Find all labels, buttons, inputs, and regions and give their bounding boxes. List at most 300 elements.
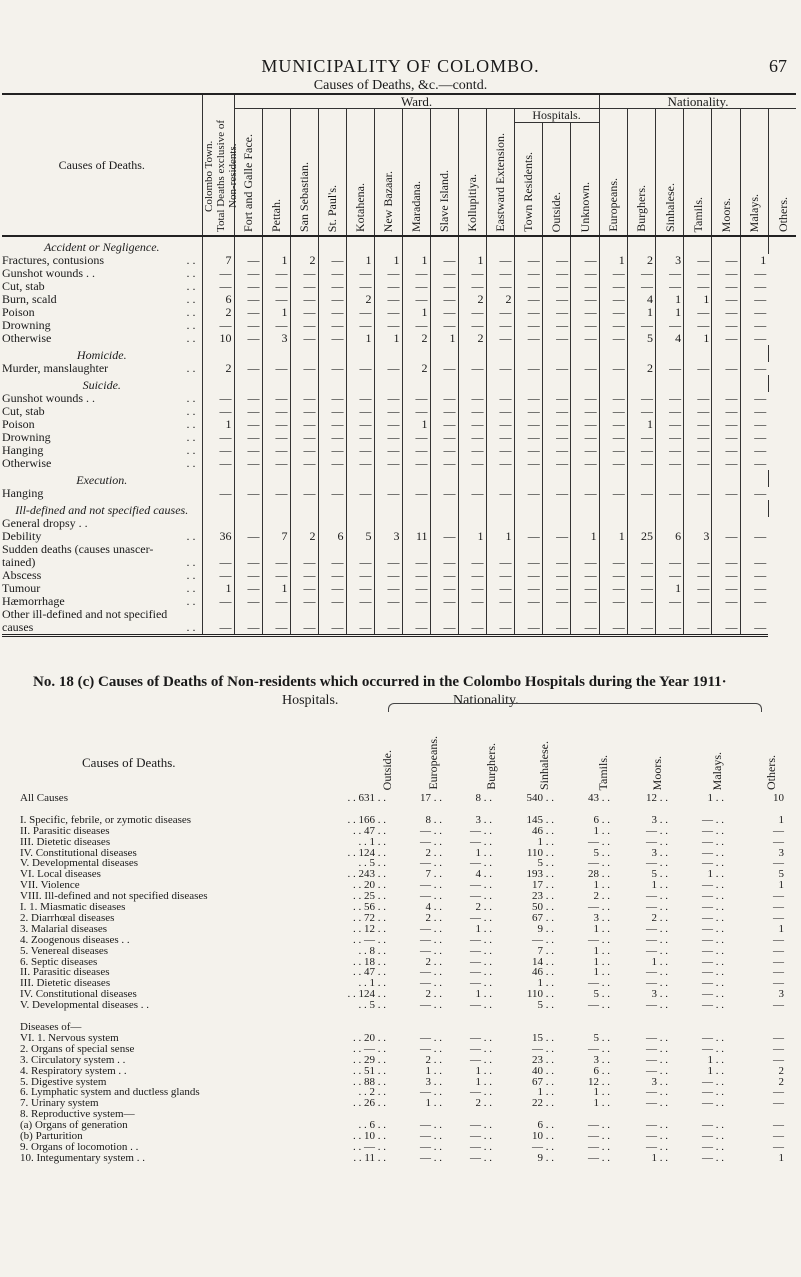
count-cell: — — [599, 487, 627, 500]
count-cell: — — [202, 569, 234, 582]
empty-cell — [290, 500, 318, 517]
empty-cell — [430, 375, 458, 392]
count-cell: — — [571, 392, 599, 405]
non-resident-causes-table — [20, 793, 790, 1164]
count-cell: — — [655, 392, 683, 405]
table2-count-cell: — . . — [470, 933, 492, 946]
table2-count-cell: 193 . . — [526, 868, 554, 881]
count-cell: — — [542, 332, 570, 345]
count-cell: — — [374, 621, 402, 636]
table2-count-cell: — . . — [470, 1130, 492, 1143]
count-cell: — — [712, 569, 740, 582]
count-cell: — — [262, 405, 290, 418]
table2-count-cell: — . . — [646, 1042, 668, 1055]
table2-count-cell: — . . — [646, 1097, 668, 1110]
nationality-col-header — [712, 109, 740, 237]
count-cell: — — [740, 621, 768, 636]
count-cell: — — [486, 621, 514, 636]
count-cell: — — [346, 582, 374, 595]
count-cell: — — [514, 582, 542, 595]
table2-count-cell: — . . — [702, 901, 724, 914]
empty-cell — [655, 236, 683, 254]
table2-count-cell: 10 — [773, 792, 784, 804]
table2-count-cell: 8 . . — [425, 813, 442, 826]
count-cell: — — [627, 595, 655, 608]
table2-count-cell — [674, 1011, 730, 1022]
count-cell: 1 — [262, 306, 290, 319]
table2-count-cell: 1 . . — [593, 879, 610, 892]
count-cell: — — [318, 319, 346, 332]
count-cell: — — [430, 280, 458, 293]
count-cell: — — [374, 293, 402, 306]
table2-count-cell: — — [773, 944, 784, 957]
table2-count-cell: — . . — [420, 933, 442, 946]
empty-cell — [402, 375, 430, 392]
leader-dots: . . — [186, 594, 196, 608]
count-cell: — — [684, 621, 712, 636]
ward-col-label: Pettah. — [269, 199, 283, 232]
table2-cause-label: V. Developmental diseases . . — [20, 999, 150, 1012]
count-cell: — — [599, 444, 627, 457]
table2-count-cell: 2 . . — [425, 911, 442, 924]
count-cell: — — [374, 405, 402, 418]
count-cell: — — [346, 444, 374, 457]
table2-count-cell: 2 — [778, 1075, 784, 1088]
count-cell: — — [514, 444, 542, 457]
count-cell: — — [712, 431, 740, 444]
count-cell: — — [290, 319, 318, 332]
table2-cause-label: III. Dietetic diseases — [20, 977, 111, 990]
count-cell: — — [712, 444, 740, 457]
page-title: MUNICIPALITY OF COLOMBO. — [261, 56, 540, 76]
table2-count-cell: — . . — [702, 1119, 724, 1132]
count-cell: — — [571, 621, 599, 636]
empty-cell — [655, 345, 683, 362]
cause-label-text: Cut, stab — [2, 279, 45, 293]
table2-count-cell: 9 . . — [537, 922, 554, 935]
count-cell: — — [262, 444, 290, 457]
count-cell: — — [514, 556, 542, 569]
table-row — [2, 487, 796, 500]
table2-count-cell: — . . — [702, 1042, 724, 1055]
table2-count-cell: — . . — [588, 1140, 610, 1153]
empty-cell — [234, 375, 262, 392]
count-cell: — — [740, 392, 768, 405]
cause-label-text: Otherwise — [2, 331, 52, 345]
table2-count-cell — [392, 1011, 448, 1022]
nationality-col-header — [627, 109, 655, 237]
table2-count-cell: . . 5 . . — [358, 857, 386, 870]
nationality-col-label: Tamils. — [690, 196, 705, 232]
count-cell: — — [290, 267, 318, 280]
count-cell: — — [318, 293, 346, 306]
count-cell: — — [740, 431, 768, 444]
table2-count-cell: 1 . . — [425, 1064, 442, 1077]
count-cell: — — [655, 487, 683, 500]
nationality-group-header: Nationality. — [599, 94, 796, 109]
empty-cell — [430, 236, 458, 254]
empty-cell — [430, 470, 458, 487]
table2-count-cell: . . 1 . . — [358, 835, 386, 848]
count-cell: — — [740, 332, 768, 345]
count-cell: — — [684, 267, 712, 280]
count-cell: — — [655, 418, 683, 431]
count-cell: — — [599, 306, 627, 319]
empty-cell — [374, 500, 402, 517]
empty-cell — [627, 236, 655, 254]
table2-count-cell: — . . — [702, 1097, 724, 1110]
empty-cell — [318, 470, 346, 487]
empty-cell — [374, 375, 402, 392]
causes-by-ward-table — [2, 93, 796, 637]
count-cell: — — [458, 267, 486, 280]
table2-count-cell: — . . — [532, 1140, 554, 1153]
table2-count-cell: 2 . . — [475, 901, 492, 914]
table2-count-cell: . . — . . — [353, 1140, 386, 1153]
count-cell: — — [346, 418, 374, 431]
table2-count-cell: — . . — [702, 824, 724, 837]
cause-label-text: Drowning — [2, 430, 51, 444]
count-cell: — — [599, 582, 627, 595]
table2-count-cell: — . . — [646, 835, 668, 848]
count-cell: — — [234, 569, 262, 582]
count-cell: — — [599, 293, 627, 306]
table2-count-cell: 17 . . — [420, 792, 442, 804]
table2-count-cell: 3 — [778, 988, 784, 1001]
count-cell: — — [234, 306, 262, 319]
cause-label-text: Gunshot wounds . . — [2, 391, 96, 405]
table2-count-cell: — . . — [702, 846, 724, 859]
empty-cell — [318, 345, 346, 362]
table2-cause-label: (a) Organs of generation — [20, 1119, 128, 1132]
cause-label-text: Poison — [2, 305, 35, 319]
count-cell: — — [712, 267, 740, 280]
empty-cell — [402, 236, 430, 254]
empty-cell — [571, 500, 599, 517]
table2-row — [20, 1109, 790, 1120]
count-cell: 1 — [402, 306, 430, 319]
table2-count-cell: . . 56 . . — [353, 901, 386, 914]
count-cell: — — [571, 280, 599, 293]
table2-count-cell: — — [773, 1053, 784, 1066]
count-cell: — — [430, 267, 458, 280]
count-cell: 1 — [684, 332, 712, 345]
count-cell: 2 — [458, 332, 486, 345]
count-cell: — — [346, 595, 374, 608]
count-cell: — — [402, 392, 430, 405]
table2-count-cell: — . . — [420, 824, 442, 837]
count-cell: — — [655, 267, 683, 280]
count-cell: — — [542, 444, 570, 457]
count-cell: — — [346, 556, 374, 569]
table2-cause-label: 4. Zoogenous diseases . . — [20, 933, 130, 946]
count-cell: — — [318, 457, 346, 470]
table2-count-cell: 28 . . — [588, 868, 610, 881]
leader-dots: . . — [186, 529, 196, 543]
nationality-col-label: Burghers. — [634, 185, 649, 232]
table2-cause-label: II. Parasitic diseases — [20, 966, 110, 979]
count-cell: — — [430, 487, 458, 500]
empty-cell — [514, 345, 542, 362]
count-cell: — — [374, 392, 402, 405]
count-cell: — — [318, 621, 346, 636]
table2-count-cell: 5 . . — [651, 868, 668, 881]
cause-label-text: Fractures, contusions — [2, 253, 104, 267]
table2-count-cell: 1 — [778, 813, 784, 826]
leader-dots: . . — [186, 443, 196, 457]
table2-count-cell: — . . — [420, 1042, 442, 1055]
empty-cell — [346, 375, 374, 392]
table2-count-cell: — . . — [646, 977, 668, 990]
cause-label-text: Murder, manslaughter — [2, 361, 109, 375]
count-cell: 2 — [346, 293, 374, 306]
count-cell: — — [290, 280, 318, 293]
table2-cause-label: 3. Malarial diseases — [20, 922, 108, 935]
count-cell: — — [458, 569, 486, 582]
table2-cause-label: Diseases of— — [20, 1021, 82, 1033]
count-cell: — — [374, 457, 402, 470]
empty-cell — [374, 236, 402, 254]
count-cell: — — [346, 457, 374, 470]
count-cell: — — [712, 319, 740, 332]
table2-cause-label: VI. 1. Nervous system — [20, 1031, 119, 1044]
table2-count-cell: 3 . . — [475, 813, 492, 826]
count-cell: — — [346, 431, 374, 444]
table2-count-cell: 14 . . — [532, 955, 554, 968]
table2-count-cell: — — [773, 966, 784, 979]
table2-count-cell: 67 . . — [532, 1075, 554, 1088]
table-row — [2, 621, 796, 636]
table2-count-cell: . . 1 . . — [358, 977, 386, 990]
table2-cause-label: 5. Venereal diseases — [20, 944, 109, 957]
count-cell: — — [542, 280, 570, 293]
leader-dots: . . — [186, 279, 196, 293]
count-cell: — — [346, 280, 374, 293]
count-cell: — — [740, 306, 768, 319]
count-cell: — — [290, 582, 318, 595]
table2-count-cell: 1 . . — [707, 868, 724, 881]
table2-count-cell: — . . — [702, 933, 724, 946]
count-cell: — — [346, 267, 374, 280]
table2-count-cell: 1 . . — [537, 1086, 554, 1099]
count-cell: — — [655, 431, 683, 444]
table2-count-cell: . . 88 . . — [353, 1075, 386, 1088]
count-cell: — — [542, 306, 570, 319]
count-cell: — — [202, 457, 234, 470]
table2-count-cell: — . . — [420, 999, 442, 1012]
section-label: Execution. — [76, 473, 128, 487]
table2-row — [20, 1098, 790, 1109]
count-cell: — — [542, 457, 570, 470]
table2-count-cell: . . 10 . . — [353, 1130, 386, 1143]
table2-cause-label: VII. Violence — [20, 879, 80, 892]
count-cell: — — [599, 267, 627, 280]
count-cell: — — [262, 362, 290, 375]
table2-count-cell: 5 . . — [537, 999, 554, 1012]
count-cell: — — [486, 457, 514, 470]
count-cell: — — [234, 444, 262, 457]
table2-row — [20, 913, 790, 924]
count-cell: — — [262, 457, 290, 470]
count-cell: 1 — [655, 306, 683, 319]
empty-cell — [402, 500, 430, 517]
table2-count-cell: — . . — [646, 944, 668, 957]
table2-cause-label: IV. Constitutional diseases — [20, 988, 137, 1001]
table2-count-cell: — — [773, 977, 784, 990]
cause-label-text: Poison — [2, 417, 35, 431]
count-cell: — — [514, 621, 542, 636]
count-cell: — — [712, 293, 740, 306]
table2-count-cell: — . . — [702, 1086, 724, 1099]
count-cell: — — [740, 457, 768, 470]
cause-label-text: Gunshot wounds . . — [2, 266, 96, 280]
table2-col-label: Others. — [764, 755, 778, 790]
table2-count-cell: — . . — [702, 1075, 724, 1088]
count-cell: — — [346, 621, 374, 636]
count-cell: — — [262, 280, 290, 293]
table2-cause-header: Causes of Deaths. — [82, 755, 176, 770]
count-cell: — — [712, 392, 740, 405]
table2-count-cell: . . 5 . . — [358, 999, 386, 1012]
leader-dots: . . — [186, 404, 196, 418]
count-cell: — — [599, 405, 627, 418]
table2-count-cell: — — [773, 1031, 784, 1044]
table2-count-cell: 1 — [778, 922, 784, 935]
count-cell: — — [514, 530, 542, 543]
count-cell: 2 — [402, 332, 430, 345]
ward-col-header — [402, 109, 430, 237]
hospital-col-label: Unknown. — [577, 181, 592, 232]
count-cell: — — [430, 556, 458, 569]
table2-count-cell: — — [773, 1086, 784, 1099]
cause-label — [2, 621, 202, 636]
empty-cell — [655, 500, 683, 517]
count-cell: — — [655, 362, 683, 375]
count-cell: — — [514, 306, 542, 319]
empty-cell — [768, 375, 796, 392]
count-cell: — — [542, 418, 570, 431]
count-cell: — — [514, 254, 542, 267]
count-cell: 1 — [684, 293, 712, 306]
count-cell: — — [627, 556, 655, 569]
count-cell: 2 — [486, 293, 514, 306]
count-cell: — — [262, 569, 290, 582]
table2-count-cell: — . . — [420, 1151, 442, 1164]
table2-count-cell: 22 . . — [532, 1097, 554, 1110]
count-cell: — — [318, 582, 346, 595]
table2-count-cell: — . . — [470, 879, 492, 892]
count-cell: — — [655, 595, 683, 608]
count-cell: — — [486, 431, 514, 444]
count-cell: — — [430, 621, 458, 636]
count-cell: — — [318, 569, 346, 582]
table2-col-header — [426, 712, 441, 790]
table2-count-cell: 1 — [778, 879, 784, 892]
count-cell: — — [318, 487, 346, 500]
count-cell: — — [262, 487, 290, 500]
table2-count-cell: — . . — [470, 835, 492, 848]
count-cell: — — [684, 319, 712, 332]
count-cell: — — [571, 431, 599, 444]
table2-count-cell: 5 . . — [593, 988, 610, 1001]
count-cell: — — [374, 267, 402, 280]
table2-count-cell: — — [773, 857, 784, 870]
table2-count-cell: . . 124 . . — [347, 846, 386, 859]
table2-count-cell: 1 . . — [537, 977, 554, 990]
table2-count-cell: — . . — [646, 824, 668, 837]
table2-count-cell: . . 29 . . — [353, 1053, 386, 1066]
count-cell: — — [486, 405, 514, 418]
table2-count-cell: 1 . . — [593, 1086, 610, 1099]
table2-count-cell: — . . — [420, 879, 442, 892]
empty-cell — [430, 500, 458, 517]
count-cell: — — [599, 280, 627, 293]
table2-count-cell: — . . — [702, 1151, 724, 1164]
count-cell: — — [514, 267, 542, 280]
count-cell: 7 — [262, 530, 290, 543]
table2-cause-label: III. Dietetic diseases — [20, 835, 111, 848]
empty-cell — [486, 470, 514, 487]
count-cell: — — [486, 319, 514, 332]
count-cell: — — [627, 487, 655, 500]
count-cell: 2 — [290, 530, 318, 543]
table2-count-cell — [448, 1011, 498, 1022]
table2-row — [20, 1022, 790, 1033]
table2-col-header — [484, 712, 499, 790]
table2-count-cell: . . 25 . . — [353, 890, 386, 903]
count-cell: 7 — [202, 254, 234, 267]
count-cell: — — [599, 621, 627, 636]
count-cell: — — [571, 582, 599, 595]
empty-cell — [627, 470, 655, 487]
count-cell: — — [202, 319, 234, 332]
table2-count-cell: . . 2 . . — [358, 1086, 386, 1099]
count-cell: — — [262, 293, 290, 306]
leader-dots: . . — [186, 417, 196, 431]
table2-count-cell: — . . — [420, 1119, 442, 1132]
count-cell: — — [290, 621, 318, 636]
count-cell: — — [571, 556, 599, 569]
table2-count-cell: 3 . . — [593, 1053, 610, 1066]
section-spacer — [202, 375, 234, 392]
table2-count-cell: 1 . . — [593, 955, 610, 968]
table2-count-cell: — — [773, 911, 784, 924]
table2-count-cell: 1 . . — [475, 1064, 492, 1077]
table2-count-cell: — . . — [420, 977, 442, 990]
count-cell: — — [458, 621, 486, 636]
count-cell: 1 — [458, 254, 486, 267]
empty-cell — [262, 345, 290, 362]
empty-cell — [290, 470, 318, 487]
count-cell: — — [234, 595, 262, 608]
count-cell: — — [514, 332, 542, 345]
count-cell: — — [514, 431, 542, 444]
count-cell: — — [571, 444, 599, 457]
table2-count-cell: 2 . . — [425, 1053, 442, 1066]
count-cell: 2 — [627, 254, 655, 267]
total-deaths-header-text: Colombo Town. Total Deaths exclusive of Non-residents. — [202, 120, 239, 232]
count-cell: — — [655, 457, 683, 470]
table2-count-cell — [320, 1011, 392, 1022]
count-cell: 1 — [262, 582, 290, 595]
count-cell: — — [571, 319, 599, 332]
empty-cell — [740, 345, 768, 362]
page-subtitle: Causes of Deaths, &c.—contd. — [313, 78, 488, 93]
table2-count-cell: 1 . . — [593, 966, 610, 979]
table2-count-cell: — . . — [646, 1130, 668, 1143]
table2-row — [20, 946, 790, 957]
count-cell: — — [571, 254, 599, 267]
